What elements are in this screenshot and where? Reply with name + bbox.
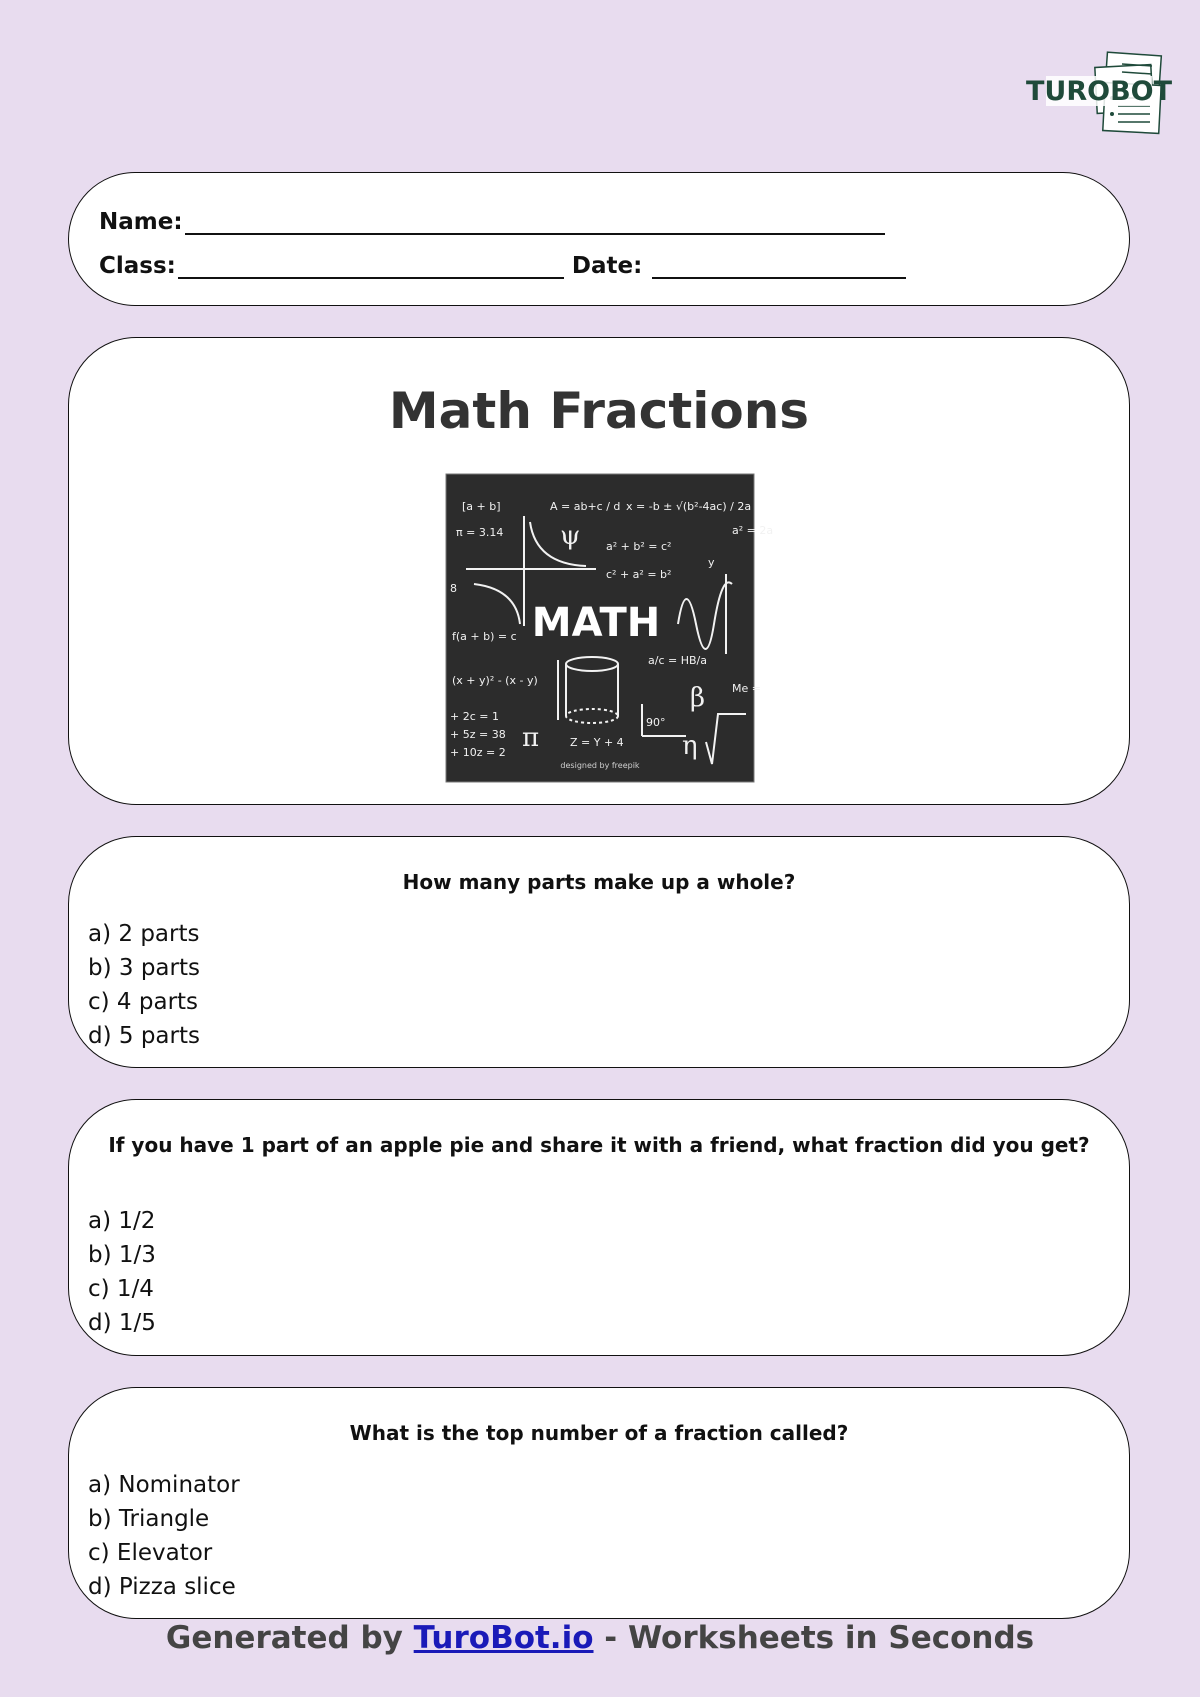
- date-field[interactable]: [652, 253, 906, 279]
- svg-text:ψ: ψ: [560, 521, 581, 551]
- answer-options: [88, 1468, 240, 1604]
- option-b[interactable]: b) 1/3: [88, 1242, 156, 1268]
- svg-text:90°: 90°: [646, 716, 666, 729]
- question-text: What is the top number of a fraction called?: [349, 1421, 849, 1445]
- option-d[interactable]: d) 5 parts: [88, 1023, 200, 1049]
- title-panel: [68, 337, 1130, 805]
- svg-text:A = ab+c / d: A = ab+c / d: [550, 500, 621, 513]
- svg-text:π: π: [522, 723, 540, 753]
- image-credit: designed by freepik: [560, 761, 640, 770]
- question-card-1: [68, 836, 1130, 1068]
- option-c[interactable]: c) 1/4: [88, 1276, 154, 1302]
- option-c[interactable]: c) Elevator: [88, 1540, 213, 1566]
- turobot-logo: [1025, 50, 1173, 138]
- name-label: Name:: [99, 209, 183, 235]
- option-d[interactable]: d) Pizza slice: [88, 1574, 236, 1600]
- question-card-3: [68, 1387, 1130, 1619]
- svg-text:Me =: Me =: [732, 682, 761, 695]
- class-field[interactable]: [178, 253, 564, 279]
- student-info-panel: [68, 172, 1130, 306]
- logo-text: TUROBOT: [1025, 76, 1173, 107]
- name-field[interactable]: [185, 209, 885, 235]
- svg-text:a² + b² = c²: a² + b² = c²: [606, 540, 672, 553]
- name-row: [99, 209, 885, 235]
- footer-prefix: Generated by: [165, 1620, 414, 1656]
- option-a[interactable]: a) Nominator: [88, 1472, 240, 1498]
- answer-options: [88, 1204, 156, 1340]
- answer-options: [88, 917, 200, 1053]
- svg-text:y: y: [708, 556, 715, 569]
- option-a[interactable]: a) 2 parts: [88, 921, 200, 947]
- svg-text:(x + y)² - (x - y): (x + y)² - (x - y): [452, 674, 538, 687]
- svg-text:β: β: [690, 683, 706, 713]
- svg-text:[a + b]: [a + b]: [462, 500, 501, 513]
- svg-text:a/c = HB/a: a/c = HB/a: [648, 654, 707, 667]
- class-date-row: [99, 253, 906, 279]
- question-card-2: [68, 1099, 1130, 1356]
- svg-text:η: η: [682, 731, 698, 761]
- svg-text:f(a + b) = c: f(a + b) = c: [452, 630, 517, 643]
- svg-text:a² = 2a: a² = 2a: [732, 524, 774, 537]
- svg-text:+ 10z = 2: + 10z = 2: [450, 746, 506, 759]
- option-b[interactable]: b) 3 parts: [88, 955, 200, 981]
- svg-text:π = 3.14: π = 3.14: [456, 526, 504, 539]
- class-label: Class:: [99, 253, 176, 279]
- svg-text:c² + a² = b²: c² + a² = b²: [606, 568, 672, 581]
- svg-text:8: 8: [450, 582, 457, 595]
- question-text: If you have 1 part of an apple pie and share it with a friend, what fraction did you get?: [108, 1133, 1090, 1157]
- svg-text:x = -b ± √(b²-4ac) / 2a: x = -b ± √(b²-4ac) / 2a: [626, 500, 752, 513]
- worksheet-title: Math Fractions: [388, 382, 810, 440]
- svg-text:+ 5z = 38: + 5z = 38: [450, 728, 506, 741]
- option-d[interactable]: d) 1/5: [88, 1310, 156, 1336]
- option-b[interactable]: b) Triangle: [88, 1506, 210, 1532]
- svg-text:+ 2c = 1: + 2c = 1: [450, 710, 499, 723]
- footer: [0, 1620, 1200, 1656]
- svg-text:Z = Y + 4: Z = Y + 4: [570, 736, 624, 749]
- option-c[interactable]: c) 4 parts: [88, 989, 199, 1015]
- option-a[interactable]: a) 1/2: [88, 1208, 156, 1234]
- question-text: How many parts make up a whole?: [402, 870, 796, 894]
- math-chalkboard-image: [446, 474, 774, 782]
- chalkboard-word: MATH: [531, 600, 661, 646]
- footer-suffix: - Worksheets in Seconds: [593, 1620, 1035, 1656]
- date-label: Date:: [571, 253, 643, 279]
- chalkboard-illustration: [446, 474, 774, 782]
- turobot-link[interactable]: TuroBot.io: [413, 1620, 594, 1656]
